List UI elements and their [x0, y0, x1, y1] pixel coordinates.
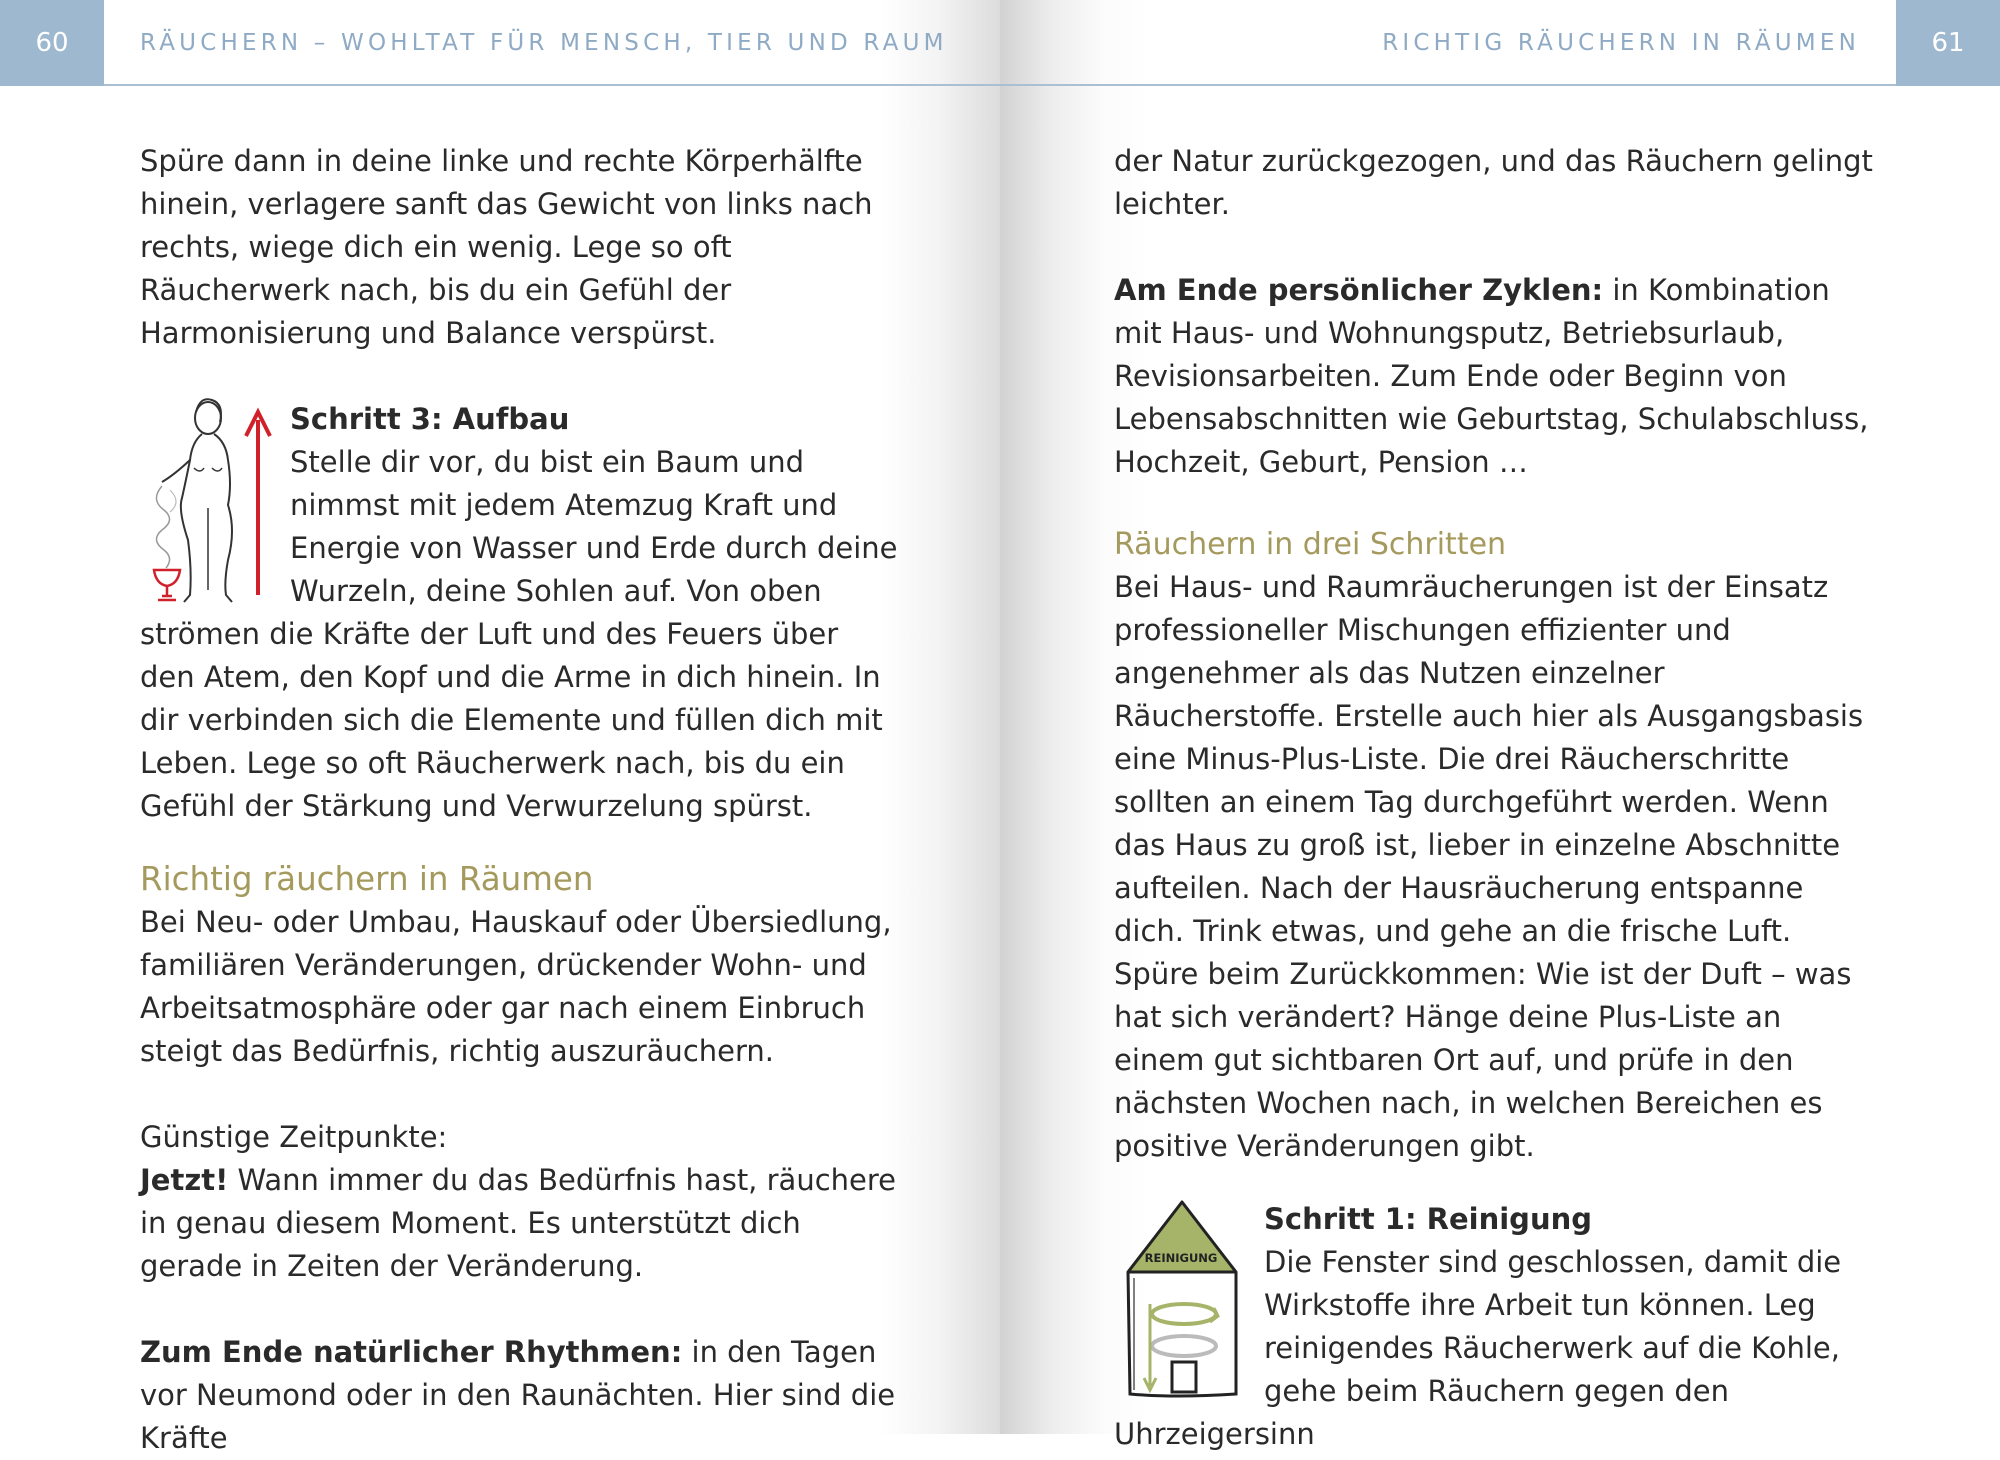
- step3-block: [140, 398, 900, 828]
- right-header: [1000, 0, 2000, 86]
- now-paragraph: [140, 1159, 900, 1288]
- running-head-right: RICHTIG RÄUCHERN IN RÄUMEN: [1382, 30, 1860, 56]
- rhythm-paragraph: [140, 1331, 900, 1460]
- right-column: [1114, 140, 1874, 1456]
- rhythm-label: Zum Ende natürlicher Rhythmen:: [140, 1335, 683, 1369]
- step1-text: Die Fenster sind geschlossen, damit die Wirkstoffe ihre Arbeit tun können. Leg reinigendes Räucherwerk auf die Kohle, gehe beim Räuchern gegen den Uhrzeigersinn: [1114, 1245, 1842, 1451]
- paragraph-rooms: Bei Neu- oder Umbau, Hauskauf oder Übersiedlung, familiären Veränderungen, drückender Wohn- und Arbeitsatmosphäre oder gar nach einem Einbruch steigt das Bedürfnis, richtig auszuräuchern.: [140, 905, 892, 1068]
- heading-rooms: Richtig räuchern in Räumen: [140, 860, 594, 898]
- running-head-left: RÄUCHERN – WOHLTAT FÜR MENSCH, TIER UND RAUM: [140, 30, 948, 56]
- paragraph-three-steps: Bei Haus- und Raumräucherungen ist der Einsatz professioneller Mischungen effizienter und angenehmer als das Nutzen einzelner Räucherstoffe. Erstelle auch hier als Ausgangsbasis eine Minus-Plus-Liste. Die drei Räucherschritte sollten an einem Tag durchgeführt werden. Wenn das Haus zu groß ist, lieber in einzelne Abschnitte aufteilen. Nach der Hausräucherung entspanne dich. Trink etwas, und gehe an die frische Luft. Spüre beim Zurückkommen: Wie ist der Duft – was hat sich verändert? Hänge deine Plus-Liste an einem gut sichtbaren Ort auf, und prüfe in den nächsten Wochen nach, in welchen Bereichen es positive Veränderungen gibt.: [1114, 570, 1864, 1163]
- left-header: [0, 0, 1000, 86]
- house-label: REINIGUNG: [1144, 1251, 1218, 1265]
- cycles-label: Am Ende persönlicher Zyklen:: [1114, 273, 1604, 307]
- heading-three-steps: Räuchern in drei Schritten: [1114, 527, 1507, 562]
- cycles-paragraph: [1114, 269, 1874, 484]
- left-column: [140, 140, 900, 1460]
- now-text: Wann immer du das Bedürfnis hast, räuchere in genau diesem Moment. Es unterstützt dich gerade in Zeiten der Veränderung.: [140, 1163, 896, 1283]
- paragraph-continued: der Natur zurückgezogen, und das Räuchern gelingt leichter.: [1114, 144, 1873, 221]
- step3-text: Stelle dir vor, du bist ein Baum und nimmst mit jedem Atemzug Kraft und Energie von Wasser und Erde durch deine Wurzeln, deine Sohlen auf. Von oben strömen die Kräfte der Luft und des Feuers über den Atem, den Kopf und die Arme in dich hinein. In dir verbinden sich die Elemente und füllen dich mit Leben. Lege so oft Räucherwerk nach, bis du ein Gefühl der Stärkung und Verwurzelung spürst.: [140, 445, 898, 823]
- header-rule-left: [104, 84, 1000, 86]
- right-page: [1000, 0, 2000, 1451]
- header-rule-right: [1000, 84, 1896, 86]
- step1-block: [1114, 1198, 1874, 1456]
- paragraph: Spüre dann in deine linke und rechte Körperhälfte hinein, verlagere sanft das Gewicht von links nach rechts, wiege dich ein wenig. Lege so oft Räucherwerk nach, bis du ein Gefühl der Harmonisierung und Balance verspürst.: [140, 144, 873, 350]
- page-number-right: 61: [1896, 0, 2000, 86]
- times-label: Günstige Zeitpunkte:: [140, 1120, 448, 1154]
- rhythm-text: in den Tagen vor Neumond oder in den Raunächten. Hier sind die Kräfte: [140, 1335, 896, 1455]
- step1-title: Schritt 1: Reinigung: [1264, 1202, 1592, 1236]
- left-page: [0, 0, 1000, 1455]
- step3-title: Schritt 3: Aufbau: [290, 402, 570, 436]
- woman-figure-icon: [140, 390, 290, 612]
- now-label: Jetzt!: [140, 1163, 229, 1197]
- page-number-left: 60: [0, 0, 104, 86]
- cycles-text: in Kombination mit Haus- und Wohnungsputz, Betriebsurlaub, Revisionsarbeiten. Zum Ende oder Beginn von Lebensabschnitten wie Geburtstag, Schulabschluss, Hochzeit, Geburt, Pension …: [1114, 273, 1869, 479]
- house-reinigung-icon: [1114, 1196, 1264, 1408]
